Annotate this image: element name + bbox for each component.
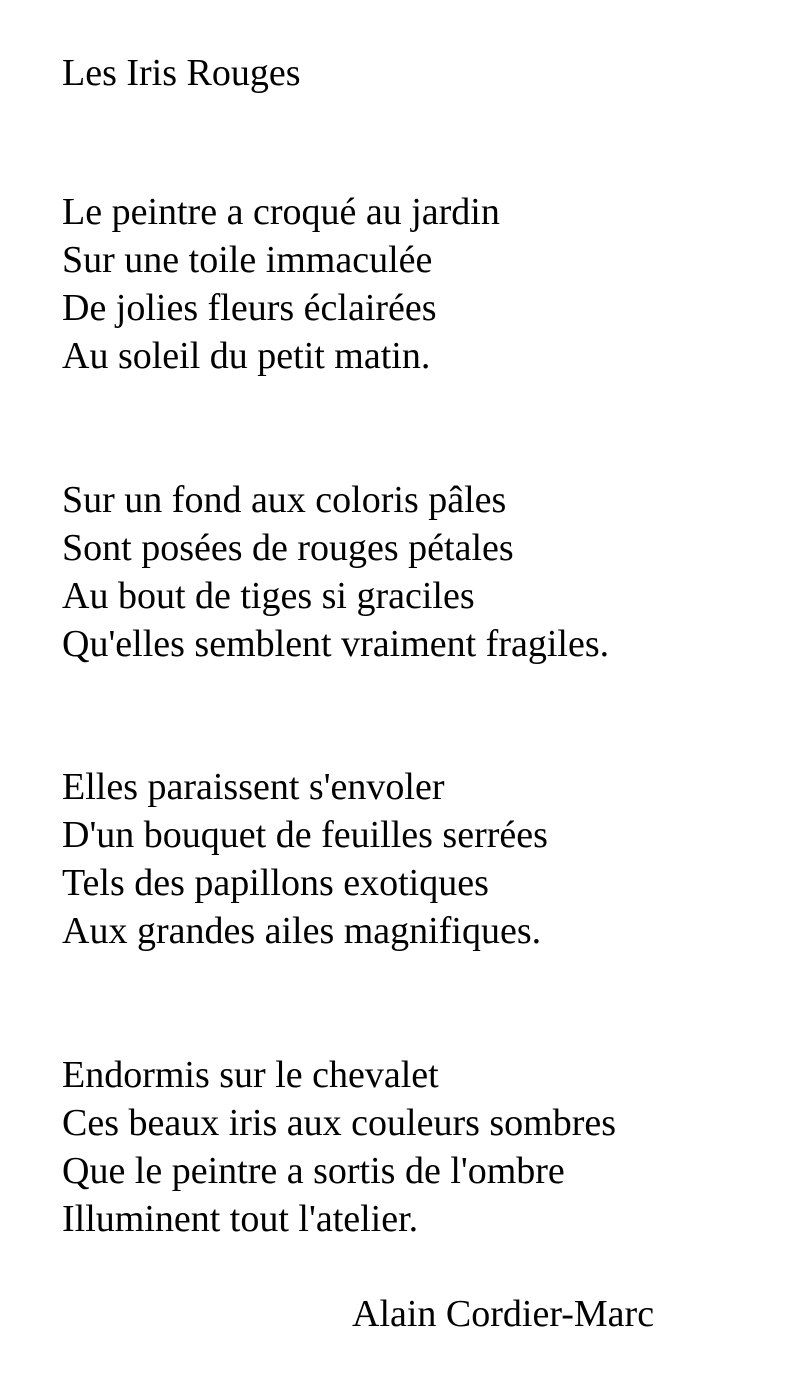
poem-line: Aux grandes ailes magnifiques.: [62, 910, 542, 952]
poem-line: Sont posées de rouges pétales: [62, 527, 514, 569]
poem-line: Illuminent tout l'atelier.: [62, 1198, 419, 1240]
poem-line: Sur un fond aux coloris pâles: [62, 479, 507, 521]
poem-line: Tels des papillons exotiques: [62, 862, 489, 904]
poem-author: Alain Cordier-Marc: [352, 1293, 655, 1335]
poem-line: Au bout de tiges si graciles: [62, 575, 475, 617]
poem-line: Elles paraissent s'envoler: [62, 766, 445, 808]
poem-line: Ces beaux iris aux couleurs sombres: [62, 1102, 617, 1144]
poem-line: Sur une toile immaculée: [62, 239, 433, 281]
poem-line: Qu'elles semblent vraiment fragiles.: [62, 623, 610, 665]
poem-line: De jolies fleurs éclairées: [62, 287, 437, 329]
poem-line: D'un bouquet de feuilles serrées: [62, 814, 548, 856]
poem-line: Endormis sur le chevalet: [62, 1054, 439, 1096]
poem-title: Les Iris Rouges: [62, 52, 301, 94]
poem-line: Que le peintre a sortis de l'ombre: [62, 1150, 565, 1192]
stanza-3: [62, 763, 548, 955]
poem-line: Le peintre a croqué au jardin: [62, 191, 500, 233]
poem-line: Au soleil du petit matin.: [62, 335, 431, 377]
stanza-1: [62, 188, 500, 380]
stanza-2: [62, 476, 609, 668]
stanza-4: [62, 1051, 616, 1243]
